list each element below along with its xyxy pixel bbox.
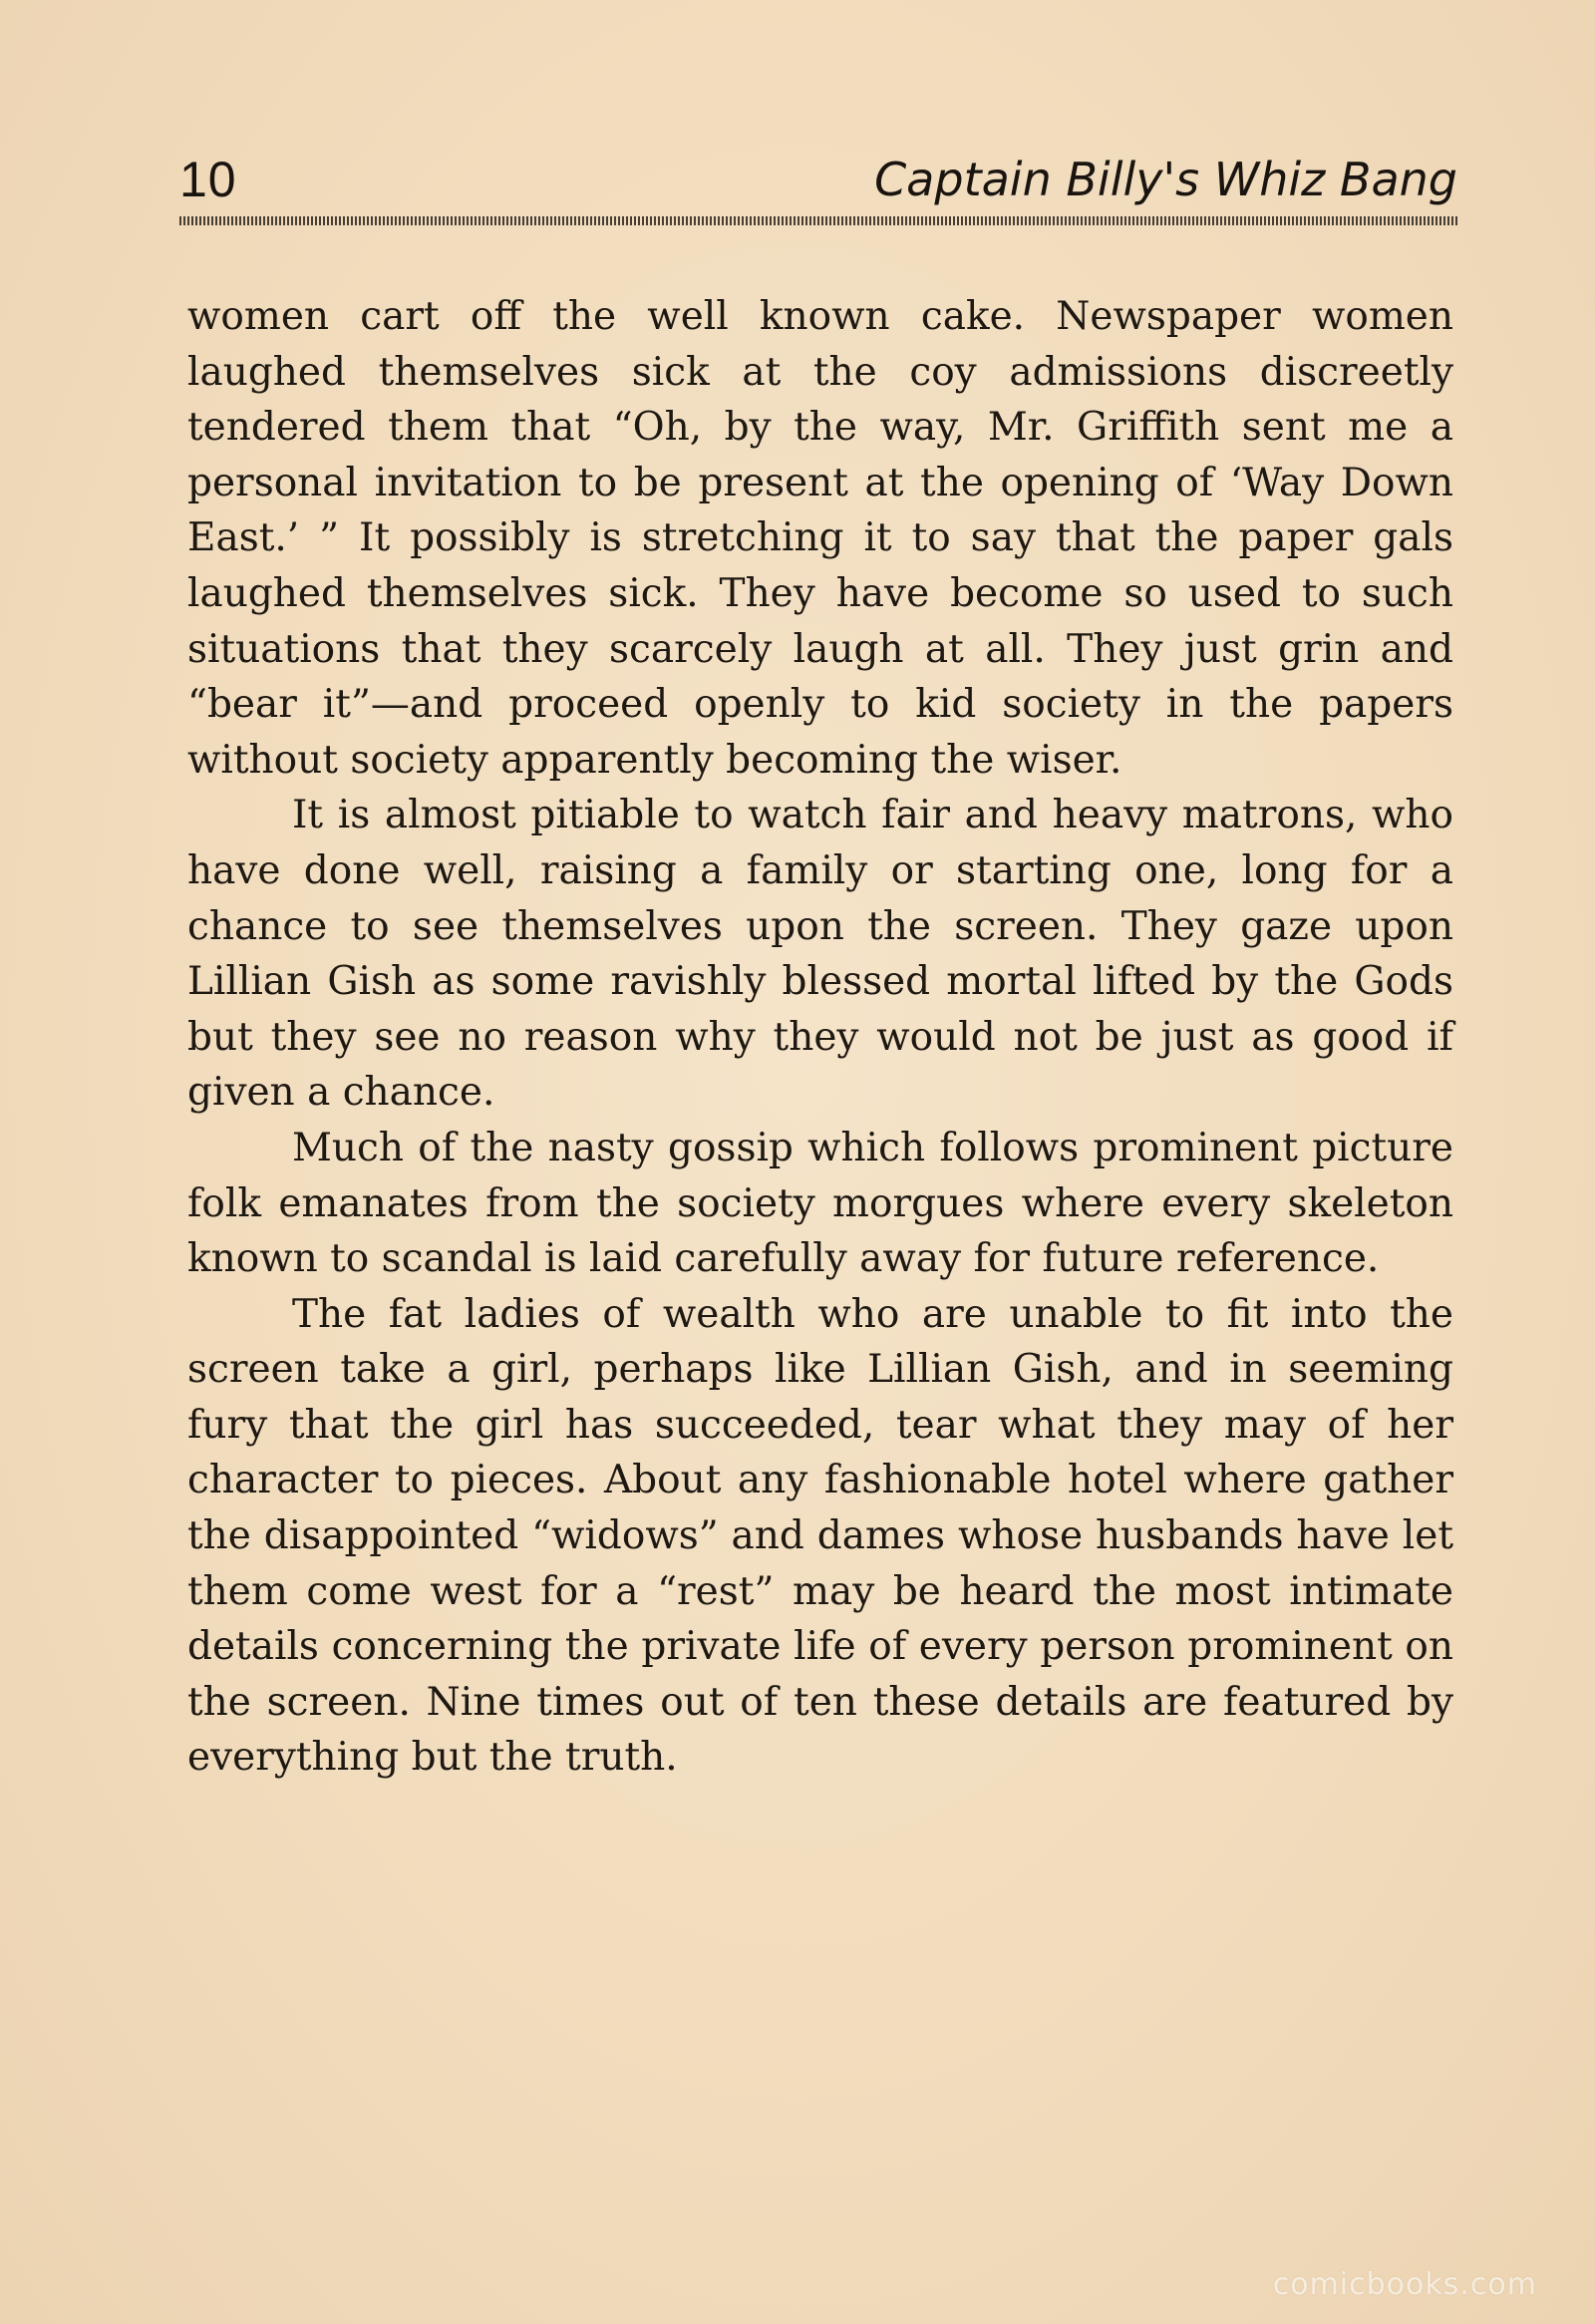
watermark: comicbooks.com	[1272, 2267, 1537, 2302]
paragraph: It is almost pitiable to watch fair and heavy matrons, who have done well, raising a family or starting one, long for a chance to see themselves upon the screen. They gaze upon Lillian Gish as some ravishly blessed mortal lifted by the Gods but they see no reason why they would not be just as good if given a chance.	[187, 793, 1453, 1116]
paragraph: women cart off the well known cake. Newspaper women laughed themselves sick at the coy admissions discreetly tendered them that “Oh, by the way, Mr. Griffith sent me a personal invitation to be present at the opening of ‘Way Down East.’ ” It possibly is stretching it to say that the paper gals laughed themselves sick. They have become so used to such situations that they scarcely laugh at all. They just grin and “bear it”—and proceed openly to kid society in the papers without society apparently becoming the wiser.	[187, 294, 1453, 783]
page-header	[179, 150, 1457, 209]
page-number: 10	[179, 152, 237, 207]
paragraph: Much of the nasty gossip which follows prominent picture folk emanates from the society morgues where every skeleton known to scandal is laid carefully away for future reference.	[187, 1125, 1453, 1282]
running-title: Captain Billy's Whiz Bang	[874, 153, 1457, 206]
article-body	[187, 289, 1453, 1786]
header-rule	[179, 216, 1457, 225]
paragraph: The fat ladies of wealth who are unable to fit into the screen take a girl, perhaps like Lillian Gish, and in seeming fury that the girl has succeeded, tear what they may of her character to pieces. About any fashionable hotel where gather the disappointed “widows” and dames whose husbands have let them come west for a “rest” may be heard the most intimate details concerning the private life of every person prominent on the screen. Nine times out of ten these details are featured by everything but the truth.	[187, 1291, 1453, 1781]
